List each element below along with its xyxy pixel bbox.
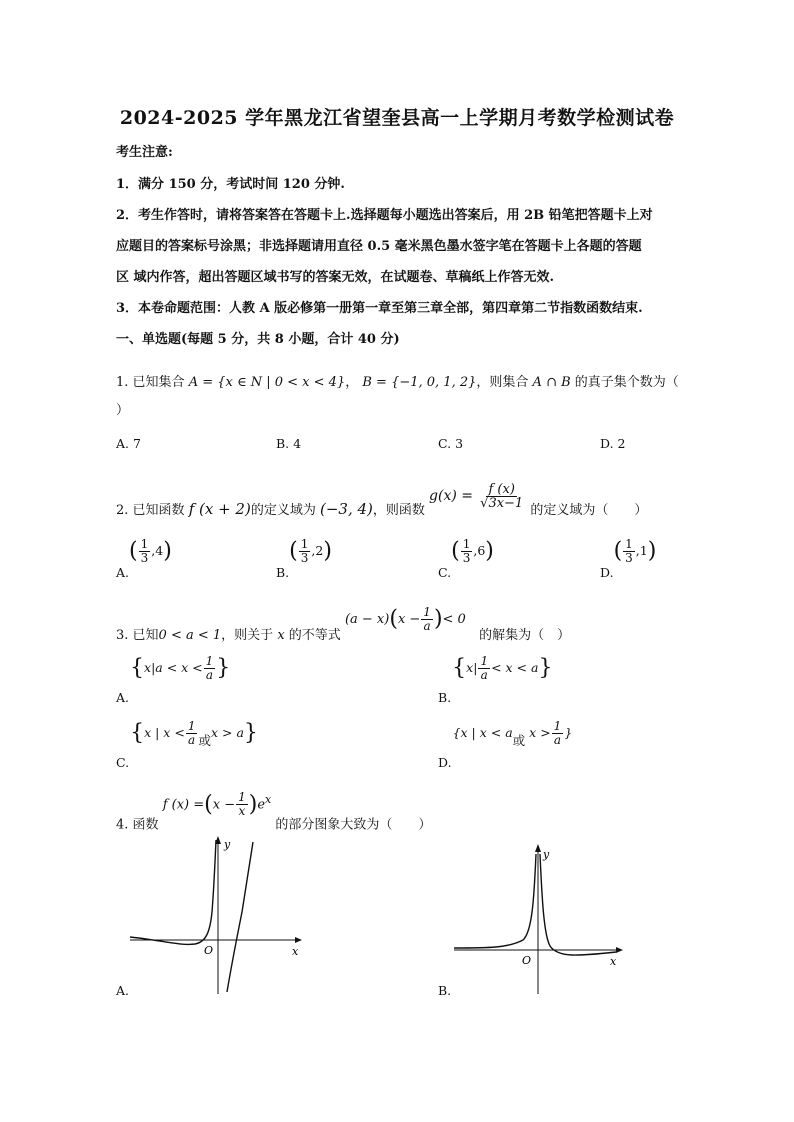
notice-item-2: 2．考生作答时，请将答案答在答题卡上.选择题每小题选出答案后，用 2B 铅笔把答题卡上对 <box>116 208 653 223</box>
q3-tail: 的解集为（ ） <box>479 628 571 643</box>
q3-var: x <box>277 628 285 643</box>
q3-option-a[interactable]: A.{x|a < x < $\frac{1}{a}$ } <box>116 654 231 705</box>
q4-option-b[interactable]: B. <box>438 983 452 998</box>
notice-item-2-cont2: 区 域内作答，超出答题区域书写的答案无效，在试题卷、草稿纸上作答无效. <box>116 270 555 285</box>
question-2 <box>116 482 648 524</box>
q2-g-num: f (x) <box>488 482 515 497</box>
q2-mid1: 的定义域为 <box>250 503 316 518</box>
graph-a-x-arrow <box>295 937 302 943</box>
q3-a-label: A. <box>116 690 130 705</box>
graph-b-y-arrow <box>535 844 541 852</box>
q3-b-pre: x| <box>466 660 478 675</box>
q4-graph-a <box>120 832 310 1002</box>
graph-b-x-arrow <box>616 947 623 953</box>
q3-option-d[interactable] <box>438 719 573 770</box>
q1-prefix: 1. 已知集合 <box>116 375 185 390</box>
q3-b-num: 1 <box>480 654 489 668</box>
q3-c-label: C. <box>116 755 130 770</box>
q4-f-exp: e <box>257 797 266 813</box>
q2-d-bound: 1 <box>639 543 648 558</box>
graph-b-y-label: y <box>543 848 550 861</box>
question-1 <box>116 374 679 392</box>
q3-d-post: x > <box>529 725 551 740</box>
q2-option-d[interactable]: D.( $\frac{1}{3}$ ,1) <box>600 537 657 580</box>
q1-close: ） <box>116 403 130 418</box>
q1-option-a[interactable]: A. 7 <box>116 436 141 451</box>
q3-mid: ，则关于 <box>221 628 274 643</box>
q3-d-close: } <box>564 725 573 740</box>
q3-ineq-left: (a − x) <box>344 612 390 627</box>
q3-b-post: < x < a <box>491 660 539 675</box>
q4-f-lhs: f (x) = <box>162 797 205 813</box>
q2-b-label: B. <box>276 565 290 580</box>
q3-ineq-x: x − <box>397 612 421 627</box>
q4-option-a[interactable]: A. <box>116 983 130 998</box>
q4-f-num: 1 <box>238 790 246 805</box>
q1-option-d[interactable]: D. 2 <box>600 436 626 451</box>
q2-c-den: 3 <box>462 551 471 565</box>
q2-b-den: 3 <box>300 551 309 565</box>
q2-option-c[interactable]: C.( $\frac{1}{3}$ ,6) <box>438 537 494 580</box>
q3-mid2: 的不等式 <box>288 628 341 643</box>
graph-b-curve-right <box>540 854 616 955</box>
q3-d-label: D. <box>438 755 452 770</box>
q2-g-frac <box>478 483 525 510</box>
q3-inequality: (a − x)(x − $\frac{1}{a}$ )< 0 <box>344 605 466 633</box>
q3-a-num: 1 <box>205 654 214 668</box>
q3-cond: 0 < a < 1 <box>158 628 222 643</box>
graph-b-origin: O <box>522 954 532 967</box>
q3-c-pre: x | x < <box>144 725 185 740</box>
q3-ineq-num: 1 <box>423 605 431 619</box>
q2-func: f (x + 2) <box>188 500 251 518</box>
q4-prefix: 4. 函数 <box>116 817 159 833</box>
graph-a-curve-right <box>227 842 253 992</box>
q2-d-label: D. <box>600 565 614 580</box>
q3-b-den: a <box>480 668 488 682</box>
q2-a-bound: 4 <box>155 543 164 558</box>
q3-d-or: 或 <box>512 733 526 748</box>
q3-d-pre: {x | x < a <box>452 725 513 740</box>
question-3 <box>116 605 571 649</box>
graph-a-curve-left <box>130 840 216 944</box>
q2-mid2: ，则函数 <box>372 503 425 518</box>
graph-b-curve-left <box>454 854 536 948</box>
q1-option-c[interactable]: C. 3 <box>438 436 464 451</box>
q3-option-b[interactable]: B.{x| $\frac{1}{a}$ < x < a} <box>438 654 553 705</box>
notice-item-2-cont: 应题目的答案标号涂黑；非选择题请用直径 0.5 毫米黑色墨水签字笔在答题卡上各题的答题 <box>116 239 642 254</box>
q3-c-post: x > a <box>210 725 244 740</box>
q1-comma: ， <box>345 375 359 390</box>
q1-tail: 的真子集个数为（ <box>574 375 679 390</box>
section-heading: 一、单选题(每题 5 分，共 8 小题，合计 40 分) <box>116 332 400 347</box>
graph-b-x-label: x <box>610 955 617 968</box>
q4-f-x: x − <box>212 797 236 813</box>
graph-a-y-label: y <box>224 838 231 851</box>
q2-d-num: 1 <box>625 537 633 551</box>
q3-d-den: a <box>553 733 562 747</box>
q2-b-bound: 2 <box>315 543 324 558</box>
q3-b-label: B. <box>438 690 452 705</box>
q3-option-c[interactable]: C.{x | x < $\frac{1}{a}$ 或x > a} <box>116 719 258 770</box>
q2-option-b[interactable]: B.( $\frac{1}{3}$ ,2) <box>276 537 332 580</box>
q2-c-num: 1 <box>462 537 471 551</box>
q4-f-sup: x <box>265 793 272 806</box>
q3-ineq-right: < 0 <box>442 612 466 627</box>
q2-g-den: √3x−1 <box>480 496 524 511</box>
q3-a-den: a <box>205 668 214 682</box>
q3-c-den: a <box>188 733 196 747</box>
q2-d-den: 3 <box>625 551 633 565</box>
q1-expr: A ∩ B <box>532 375 571 390</box>
q2-c-bound: 6 <box>477 543 486 558</box>
graph-a-x-label: x <box>292 945 299 958</box>
q1-set-a: A = {x ∈ N | 0 < x < 4} <box>188 375 346 390</box>
q2-domain: (−3, 4) <box>319 500 373 518</box>
q2-c-label: C. <box>438 565 452 580</box>
graph-a-origin: O <box>204 944 214 957</box>
q3-ineq-den: a <box>423 619 431 633</box>
q3-c-num: 1 <box>187 719 196 733</box>
q2-a-num: 1 <box>140 537 149 551</box>
q3-prefix: 3. 已知 <box>116 628 159 643</box>
q2-tail: 的定义域为（ ） <box>530 503 648 518</box>
q1-set-b: B = {−1, 0, 1, 2} <box>362 375 477 390</box>
q4-function: f (x) =(x − $\frac{1}{x}$ )$e^x$ <box>162 790 272 819</box>
q3-d-num: 1 <box>553 719 562 733</box>
q2-prefix: 2. 已知函数 <box>116 503 185 518</box>
page-title: 2024-2025 学年黑龙江省望奎县高一上学期月考数学检测试卷 <box>119 107 675 129</box>
q2-a-label: A. <box>116 565 130 580</box>
q4-graph-b <box>448 840 628 1000</box>
q1-suffix: ，则集合 <box>476 375 529 390</box>
q2-b-num: 1 <box>300 537 309 551</box>
q2-g-lhs: g(x) = <box>429 488 474 504</box>
q2-a-den: 3 <box>140 551 149 565</box>
q4-f-den: x <box>238 804 246 819</box>
q4-tail: 的部分图象大致为（ ） <box>275 817 432 833</box>
notice-item-3: 3．本卷命题范围：人教 A 版必修第一册第一章至第三章全部，第四章第二节指数函数结束. <box>116 301 643 316</box>
notice-heading: 考生注意: <box>116 145 173 160</box>
q2-option-a[interactable]: A.( $\frac{1}{3}$ ,4) <box>116 537 172 580</box>
notice-item-1: 1．满分 150 分，考试时间 120 分钟. <box>116 177 345 192</box>
q1-option-b[interactable]: B. 4 <box>276 436 302 451</box>
q3-c-or: 或 <box>198 733 211 748</box>
q3-a-pre: x|a < x < <box>144 660 203 675</box>
